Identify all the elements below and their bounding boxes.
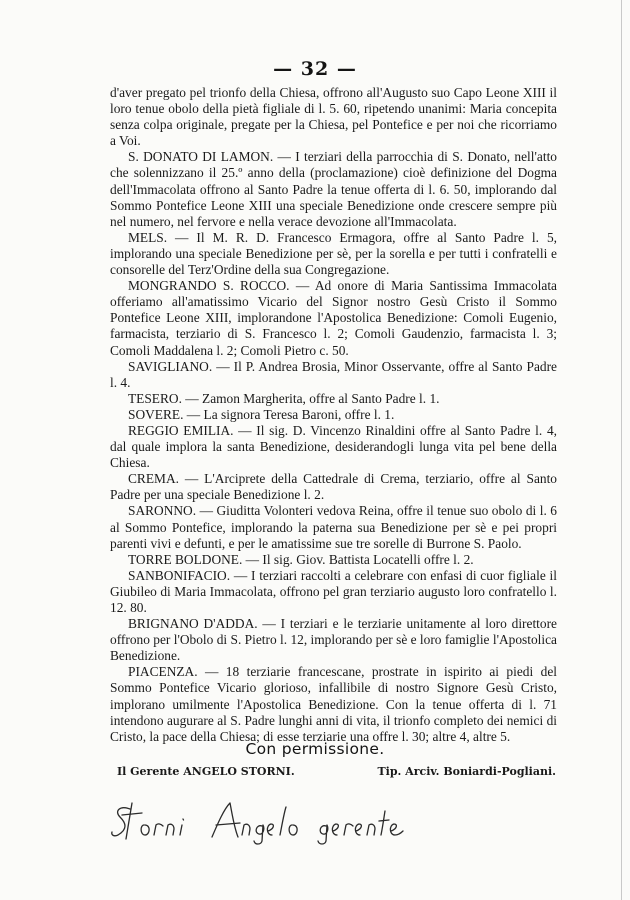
signature-stroke [122, 813, 142, 815]
signature-stroke [212, 803, 238, 837]
paragraph-s-donato-di-lamon: S. DONATO DI LAMON. — I terziari della parrocchia di S. Donato, nell'atto che solennizzano il 25.º anno della (proclamazione) cioè definizione del Dogma dell'Immacolata offrono al Santo Padre la tenue offerta di l. 6. 50, implorando dal Sommo Pontefice Leone XIII una speciale Benedizione onde crescere sempre più nel numero, nel fervore e nella verace devozione all'Immacolata. [110, 149, 557, 229]
signature-stroke [355, 824, 361, 835]
signature-stroke [289, 825, 297, 835]
signature-stroke [318, 825, 328, 844]
page-edge-line [621, 0, 622, 900]
printer-credit: Tip. Arciv. Boniardi-Pogliani. [377, 765, 556, 778]
paragraph-sovere: SOVERE. — La signora Teresa Baroni, offre l. 1. [128, 406, 395, 422]
paragraph-saronno: SARONNO. — Giuditta Volonteri vedova Reina, offre il tenue suo obolo di l. 6 al Sommo Pontefice, implorando la paterna sua Benedizione per sè e pei propri parenti vivi e defunti, e per le amatissime sue tre sorelle di Burrone S. Paolo. [110, 503, 557, 551]
paragraph-torre-boldone: TORRE BOLDONE. — Il sig. Giov. Battista Locatelli offre l. 2. [128, 551, 474, 567]
signature-stroke [166, 824, 174, 835]
signature-stroke [267, 824, 273, 835]
paragraph-reggio-emilia: REGGIO EMILIA. — Il sig. D. Vincenzo Rinaldini offre al Santo Padre l. 4, dal quale implora la santa Benedizione, desiderandogli lunga vita pel bene della Chiesa. [110, 422, 557, 471]
paragraph-continuation: d'aver pregato pel trionfo della Chiesa, offrono all'Augusto suo Capo Leone XIII il loro tenue obolo della pietà figliale di l. 5. 60, ripetendo unanimi: Maria concepita senza colpa originale, pregate per la Chiesa, pel Pontefice e per noi che ricorriamo a Voi. [110, 85, 557, 149]
signature-stroke [242, 824, 250, 835]
signature-stroke [180, 825, 182, 835]
signature-stroke [379, 820, 389, 821]
signature-stroke [344, 824, 353, 835]
manager-credit: Il Gerente ANGELO STORNI. [117, 765, 295, 778]
signature-stroke [154, 824, 163, 835]
signature-stroke [367, 824, 375, 835]
paragraph-mels: MELS. — Il M. R. D. Francesco Ermagora, offre al Santo Padre l. 5, implorando una speciale Benedizione per sè, per la sorella e per tutti i confratelli e consorelle del Terz'Ordine della sua Congregazione. [110, 229, 557, 278]
signature-stroke [381, 811, 385, 835]
signature-stroke [183, 819, 184, 820]
page-number: — 32 — [273, 58, 357, 80]
paragraph-crema: CREMA. — L'Arciprete della Cattedrale di Crema, terziario, offre al Santo Padre per una speciale Benedizione l. 2. [110, 471, 557, 503]
signature-stroke [216, 823, 240, 825]
signature-stroke [141, 825, 149, 835]
paragraph-savigliano: SAVIGLIANO. — Il P. Andrea Brosia, Minor Osservante, offre al Santo Padre l. 4. [110, 358, 557, 390]
paragraph-piacenza: PIACENZA. — 18 terziarie francescane, prostrate in ispirito ai piedi del Sommo Pontefice Vicario glorioso, infallibile di nostro Signore Gesù Cristo, implorano umilmente l'Apostolica Benedizione. Con la tenue offerta di l. 71 intendono augurare al S. Padre lunghi anni di vita, il trionfo completo dei nemici di Cristo, la pace della Chiesa; di esse terziarie una offre l. 30; altre 4, altre 5. [110, 664, 557, 744]
paragraph-brignano-dadda: BRIGNANO D'ADDA. — I terziari e le terziarie unitamente al loro direttore offrono per l'Obolo di S. Pietro l. 12, implorando per sè e loro famiglie l'Apostolica Benedizione. [110, 616, 557, 664]
signature-stroke [280, 807, 286, 835]
paragraph-mongrando: MONGRANDO S. ROCCO. — Ad onore di Maria Santissima Immacolata offeriamo all'amatissimo Vicario del Signor nostro Gesù Cristo il Sommo Pontefice Leone XIII, implorandone l'Apostolica Benedizione: Comoli Eugenio, farmacista, terziario di S. Francesco l. 2; Comoli Gaudenzio, farmacista l. 3; Comoli Maddalena l. 2; Comoli Pietro c. 50. [110, 278, 557, 358]
signature-stroke [254, 825, 264, 844]
permission-line: Con permissione. [245, 740, 385, 758]
handwritten-signature [108, 795, 408, 847]
body-text [110, 85, 557, 745]
signature-stroke [390, 824, 403, 835]
paragraph-sanbonifacio: SANBONIFACIO. — I terziari raccolti a celebrare con enfasi di cuor figliale il Giubileo di Maria Immacolata, offrono pel gran terziario augusto loro confratello l. 12. 80. [110, 567, 557, 615]
paragraph-tesero: TESERO. — Zamon Margherita, offre al Santo Padre l. 1. [128, 390, 440, 406]
signature-stroke [332, 824, 338, 835]
